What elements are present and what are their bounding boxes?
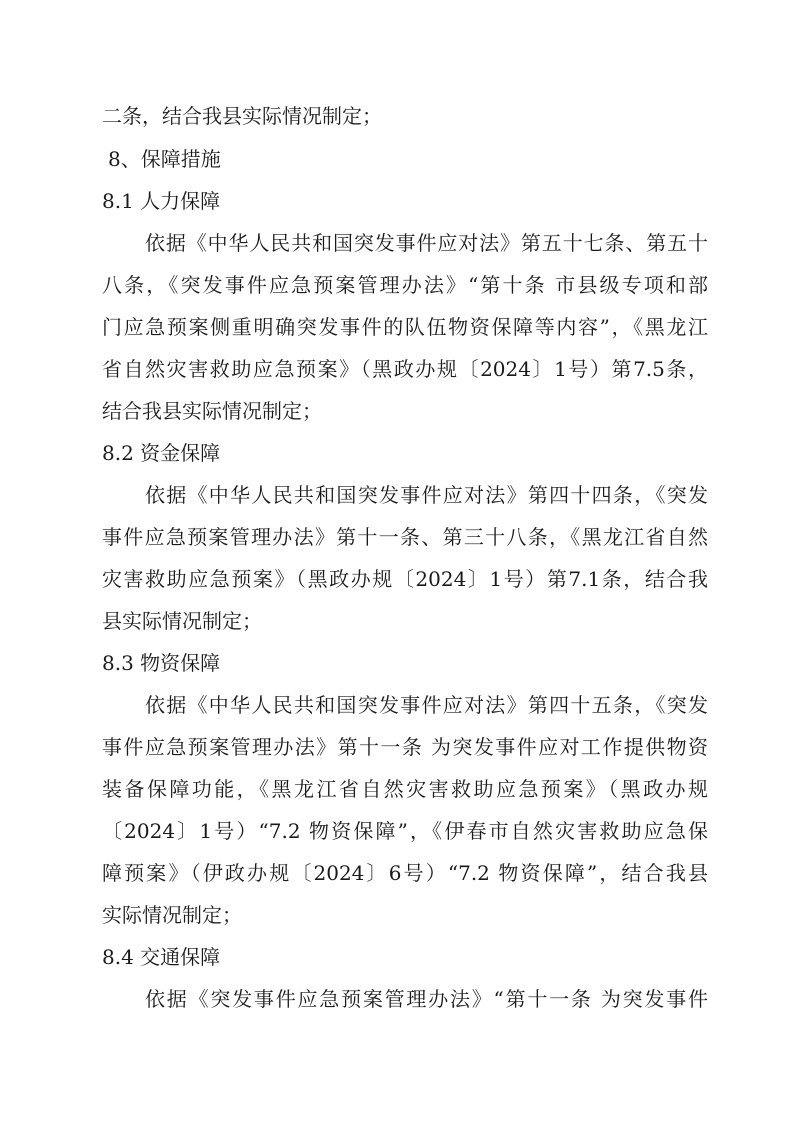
text-line: 八条，《突发事件应急预案管理办法》“第十条 市县级专项和部 [102, 273, 708, 297]
subsection-heading: 8.1 人力保障 [102, 189, 221, 213]
text-line: 省自然灾害救助应急预案》（黑政办规〔2024〕1号）第7.5条， [102, 357, 708, 381]
text-line: 结合我县实际情况制定； [102, 399, 322, 423]
text-line: 〔2024〕1号）“7.2 物资保障”，《伊春市自然灾害救助应急保 [102, 819, 708, 843]
text-line: 二条，结合我县实际情况制定； [102, 104, 382, 128]
text-line: 门应急预案侧重明确突发事件的队伍物资保障等内容”，《黑龙江 [102, 315, 708, 339]
section-heading: 8、保障措施 [108, 147, 221, 171]
text-line: 实际情况制定； [102, 903, 242, 927]
subsection-heading: 8.2 资金保障 [102, 441, 221, 465]
text-line: 依据《中华人民共和国突发事件应对法》第五十七条、第五十 [145, 231, 708, 255]
text-line: 障预案》（伊政办规〔2024〕6号）“7.2 物资保障”，结合我县 [102, 861, 708, 885]
text-line: 事件应急预案管理办法》第十一条 为突发事件应对工作提供物资 [102, 735, 708, 759]
text-line: 依据《中华人民共和国突发事件应对法》第四十四条，《突发 [145, 483, 708, 507]
text-line: 事件应急预案管理办法》第十一条、第三十八条，《黑龙江省自然 [102, 525, 708, 549]
subsection-heading: 8.3 物资保障 [102, 651, 221, 675]
text-line: 灾害救助应急预案》（黑政办规〔2024〕1号）第7.1条，结合我 [102, 567, 708, 591]
subsection-heading: 8.4 交通保障 [102, 945, 221, 969]
text-line: 依据《中华人民共和国突发事件应对法》第四十五条，《突发 [145, 693, 708, 717]
text-line: 装备保障功能，《黑龙江省自然灾害救助应急预案》（黑政办规 [102, 777, 708, 801]
text-line: 县实际情况制定； [102, 609, 262, 633]
text-line: 依据《突发事件应急预案管理办法》“第十一条 为突发事件 [145, 987, 708, 1011]
